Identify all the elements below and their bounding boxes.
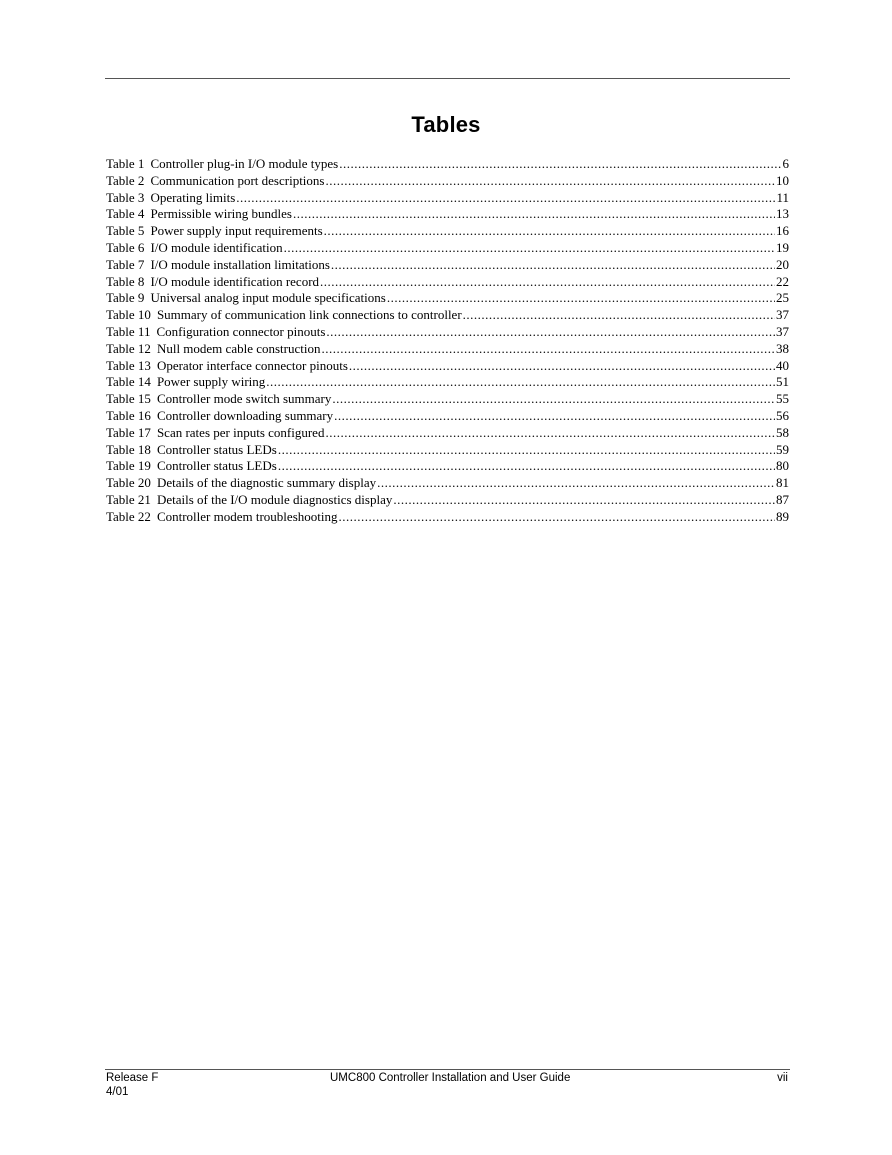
toc-dot-leader [326,324,775,341]
toc-entry-title: Scan rates per inputs configured [156,424,325,440]
toc-entry-page: 22 [776,273,789,289]
toc-entry-label [106,442,277,459]
toc-entry[interactable] [106,274,789,291]
page-title: Tables [411,112,481,137]
toc-dot-leader [349,358,775,375]
toc-entry[interactable] [106,425,789,442]
toc-entry-page: 16 [776,223,789,239]
toc-dot-leader [331,257,775,274]
toc-entry-title: Operating limits [150,189,236,205]
toc-entry-page: 40 [776,357,789,373]
toc-entry[interactable] [106,173,789,190]
toc-entry[interactable] [106,492,789,509]
toc-entry-label [106,156,338,173]
toc-dot-leader [278,458,775,475]
toc-dot-leader [293,206,775,223]
toc-entry-page: 6 [782,156,789,171]
header-rule [105,78,790,79]
toc-entry-page: 37 [776,323,789,339]
toc-dot-leader [387,290,775,307]
toc-entry-number: Table 20 [106,475,151,491]
toc-entry-title: Configuration connector pinouts [156,323,326,339]
toc-entry-label [106,475,376,492]
toc-dot-leader [320,274,775,291]
toc-entry-page: 37 [776,307,789,323]
toc-entry-number: Table 12 [106,340,151,356]
toc-entry-number: Table 6 [106,239,145,255]
toc-entry-label [106,206,292,223]
toc-entry-page: 89 [776,508,789,524]
toc-entry-label [106,492,392,509]
toc-entry-label [106,509,337,526]
toc-entry-number: Table 3 [106,189,145,205]
footer-release-info [106,1071,158,1099]
toc-entry[interactable] [106,190,789,207]
toc-entry-label [106,240,283,257]
toc-entry[interactable] [106,257,789,274]
toc-entry-label [106,425,324,442]
toc-entry-number: Table 11 [106,323,151,339]
toc-dot-leader [377,475,775,492]
toc-entry-title: Power supply wiring [156,374,266,390]
toc-entry-label [106,290,386,307]
toc-entry[interactable] [106,509,789,526]
toc-entry-label [106,341,320,358]
toc-entry-title: Details of the diagnostic summary display [156,475,377,491]
toc-entry-page: 11 [776,189,789,205]
toc-dot-leader [339,156,781,173]
toc-entry-number: Table 10 [106,307,151,323]
toc-entry-title: Controller status LEDs [156,458,277,474]
toc-entry-number: Table 1 [106,156,145,171]
toc-dot-leader [463,307,775,324]
toc-entry[interactable] [106,374,789,391]
toc-entry[interactable] [106,408,789,425]
toc-entry-page: 51 [776,374,789,390]
footer-page-number: vii [777,1072,788,1084]
toc-entry-title: Summary of communication link connections to controller [156,307,462,323]
toc-entry-page: 59 [776,441,789,457]
toc-entry-title: Details of the I/O module diagnostics display [156,491,393,507]
toc-entry[interactable] [106,324,789,341]
toc-entry-number: Table 19 [106,458,151,474]
toc-entry-label [106,358,348,375]
toc-entry[interactable] [106,223,789,240]
toc-entry-title: Controller plug-in I/O module types [150,156,339,171]
toc-entry-label [106,190,235,207]
toc-entry-number: Table 22 [106,508,151,524]
toc-entry-page: 20 [776,256,789,272]
toc-entry-number: Table 18 [106,441,151,457]
toc-entry-title: I/O module installation limitations [150,256,330,272]
toc-entry-page: 81 [776,475,789,491]
toc-entry-number: Table 2 [106,172,145,188]
toc-entry[interactable] [106,358,789,375]
toc-entry-title: Controller mode switch summary [156,391,332,407]
toc-entry-number: Table 17 [106,424,151,440]
footer-guide-title: UMC800 Controller Installation and User Guide [330,1072,571,1084]
toc-entry-number: Table 5 [106,223,145,239]
toc-entry[interactable] [106,391,789,408]
toc-entry-label [106,458,277,475]
toc-dot-leader [284,240,775,257]
toc-entry-page: 56 [776,407,789,423]
toc-entry-title: Controller downloading summary [156,407,334,423]
toc-entry-title: Permissible wiring bundles [150,206,292,222]
toc-entry-number: Table 13 [106,357,151,373]
toc-dot-leader [324,223,775,240]
footer-date: 4/01 [106,1086,129,1098]
toc-entry[interactable] [106,475,789,492]
toc-entry-label [106,257,330,274]
toc-dot-leader [236,190,775,207]
toc-entry-page: 19 [776,239,789,255]
toc-entry[interactable] [106,206,789,223]
toc-entry-page: 38 [776,340,789,356]
table-of-tables [106,156,789,526]
toc-entry-number: Table 9 [106,290,145,306]
toc-entry-page: 13 [776,206,789,222]
toc-entry-title: Universal analog input module specifications [150,290,386,306]
toc-entry-label [106,391,331,408]
toc-entry-number: Table 8 [106,273,145,289]
footer-rule [105,1069,790,1070]
toc-entry-number: Table 4 [106,206,145,222]
toc-entry-label [106,307,462,324]
toc-entry-number: Table 16 [106,407,151,423]
toc-entry-page: 55 [776,391,789,407]
toc-dot-leader [325,173,775,190]
toc-entry-number: Table 15 [106,391,151,407]
toc-dot-leader [321,341,775,358]
toc-dot-leader [325,425,775,442]
toc-entry-title: Operator interface connector pinouts [156,357,348,373]
toc-entry-page: 80 [776,458,789,474]
toc-entry-page: 25 [776,290,789,306]
toc-dot-leader [338,509,775,526]
toc-entry-number: Table 14 [106,374,151,390]
toc-entry-title: Null modem cable construction [156,340,321,356]
toc-entry-page: 87 [776,491,789,507]
toc-dot-leader [393,492,775,509]
toc-entry-page: 58 [776,424,789,440]
toc-dot-leader [278,442,775,459]
toc-entry[interactable] [106,442,789,459]
toc-entry-title: Communication port descriptions [150,172,325,188]
toc-entry-title: I/O module identification record [150,273,320,289]
toc-dot-leader [332,391,775,408]
toc-entry[interactable] [106,240,789,257]
toc-entry-label [106,223,323,240]
toc-entry[interactable] [106,458,789,475]
toc-entry-label [106,408,333,425]
toc-dot-leader [266,374,775,391]
toc-entry-label [106,324,325,341]
toc-dot-leader [334,408,775,425]
toc-entry-title: Controller modem troubleshooting [156,508,338,524]
footer-release: Release F [106,1072,159,1084]
toc-entry[interactable] [106,290,789,307]
toc-entry[interactable] [106,307,789,324]
toc-entry[interactable] [106,341,789,358]
toc-entry-label [106,173,324,190]
toc-entry-number: Table 21 [106,491,151,507]
toc-entry-number: Table 7 [106,256,145,272]
toc-entry[interactable] [106,156,789,173]
toc-entry-label [106,274,319,291]
toc-entry-title: Power supply input requirements [150,223,323,239]
toc-entry-label [106,374,265,391]
toc-entry-title: Controller status LEDs [156,441,277,457]
toc-entry-title: I/O module identification [150,239,283,255]
toc-entry-page: 10 [776,172,789,188]
